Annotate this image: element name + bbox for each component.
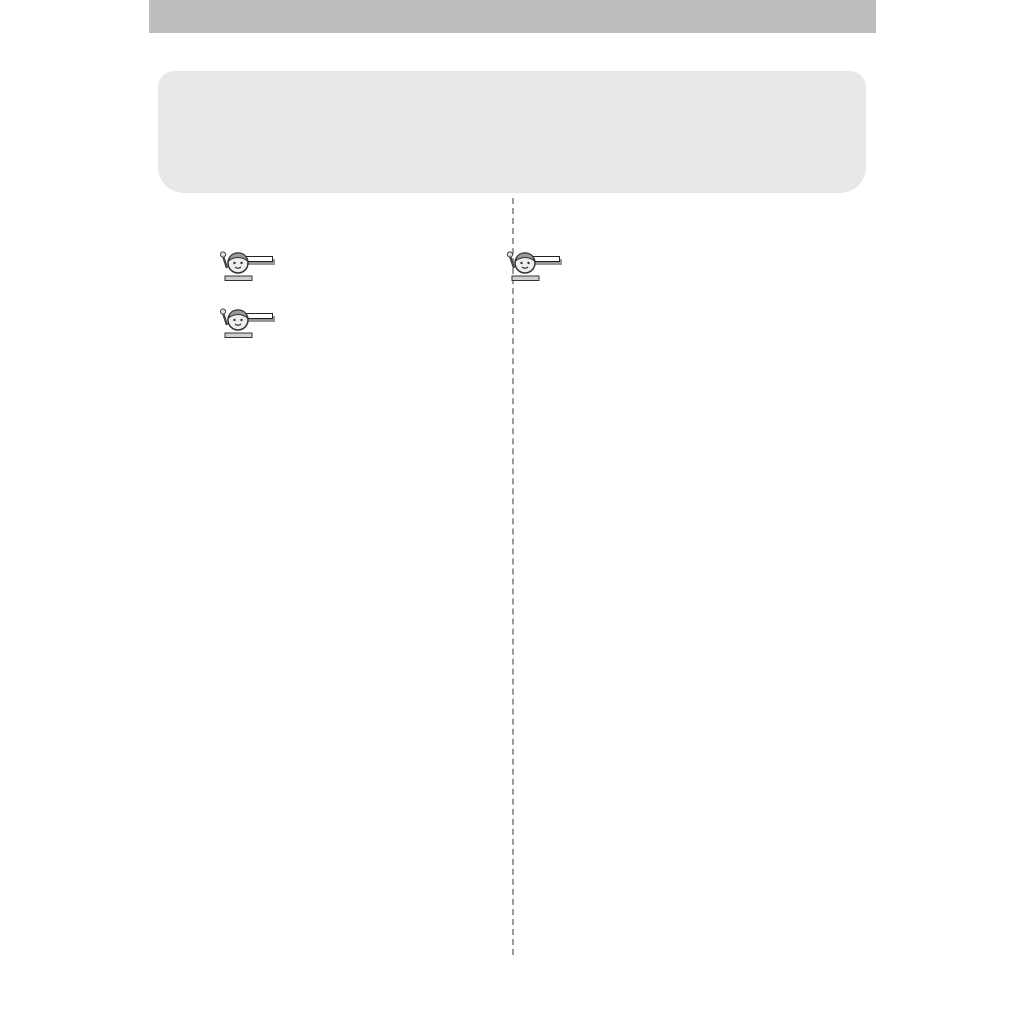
unit1-column [233,222,501,335]
worksheet-kid-icon [220,249,256,285]
unit2-worksheet1-header [522,256,560,262]
worksheet-kid-icon [220,306,256,342]
worksheet-kid-icon [507,249,543,285]
column-divider [512,198,514,955]
unit2-column [520,222,830,290]
unit1-worksheet1-header [235,256,273,262]
page-top-strip [149,0,876,33]
unit1-worksheet2-header [235,313,273,319]
title-block [158,71,866,193]
